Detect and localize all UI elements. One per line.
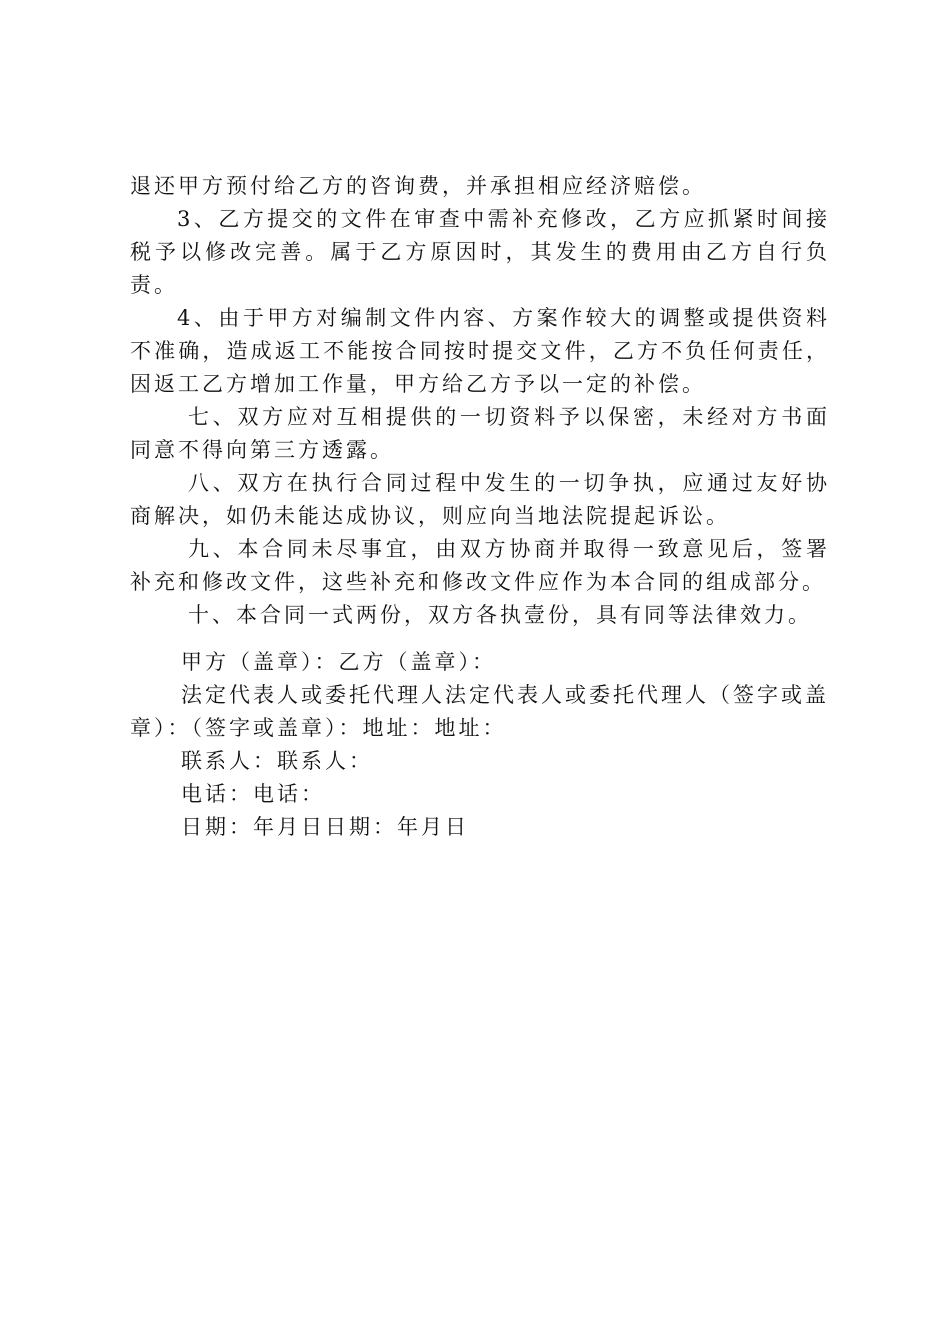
section-spacer: [130, 632, 830, 646]
paragraph-article-8: 八、双方在执行合同过程中发生的一切争执，应通过友好协商解决，如仍未能达成协议，则应向当地法院提起诉讼。: [130, 471, 830, 528]
paragraph-article-10: 十、本合同一式两份，双方各执壹份，具有同等法律效力。: [188, 603, 812, 627]
signature-representatives: 法定代表人或委托代理人法定代表人或委托代理人（签字或盖章）：（签字或盖章）：地址：地址：: [130, 683, 829, 740]
paragraph-article-9: 九、本合同未尽事宜，由双方协商并取得一致意见后，签署补充和修改文件，这些补充和修改文件应作为本合同的组成部分。: [130, 537, 830, 594]
signature-parties: 甲方（盖章）：乙方（盖章）：: [181, 650, 496, 674]
paragraph-refund: 退还甲方预付给乙方的咨询费，并承担相应经济赔偿。: [130, 174, 706, 198]
paragraph-clause-3: 3、乙方提交的文件在审查中需补充修改，乙方应抓紧时间接税予以修改完善。属于乙方原因时，其发生的费用由乙方自行负责。: [130, 207, 830, 297]
signature-phones: 电话：电话：: [181, 782, 325, 806]
contract-body: [130, 170, 830, 844]
paragraph-article-7: 七、双方应对互相提供的一切资料予以保密，未经对方书面同意不得向第三方透露。: [130, 405, 830, 462]
paragraph-clause-4: 4、由于甲方对编制文件内容、方案作较大的调整或提供资料不准确，造成返工不能按合同按时提交文件，乙方不负任何责任，因返工乙方增加工作量，甲方给乙方予以一定的补偿。: [130, 306, 830, 396]
signature-block: [130, 646, 830, 844]
signature-dates: 日期：年月日日期：年月日: [181, 815, 469, 839]
signature-contacts: 联系人：联系人：: [181, 749, 373, 773]
